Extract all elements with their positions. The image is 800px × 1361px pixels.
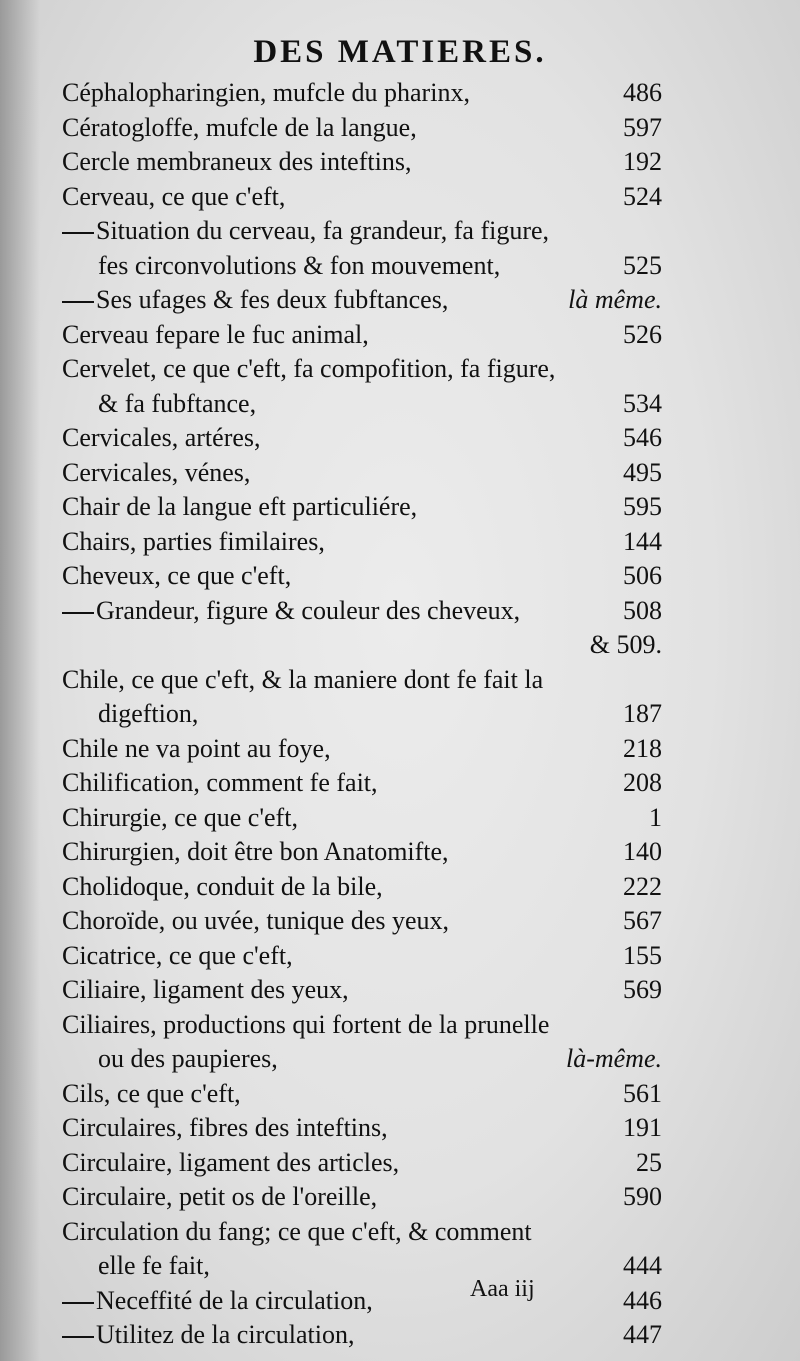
page-reference: 444 — [623, 1251, 662, 1280]
index-entry — [62, 1318, 662, 1353]
entry-label: Chile, ce que c'eft, & la maniere dont fe fait la — [62, 664, 544, 694]
page-reference: 140 — [623, 837, 662, 866]
entry-label: Cervicales, vénes, — [62, 457, 251, 487]
index-entry — [62, 490, 662, 525]
entry-label: Ciliaire, ligament des yeux, — [62, 975, 349, 1004]
entry-continuation: ou des paupieres, — [98, 1044, 278, 1073]
entry-label: Circulaire, petit os de l'oreille, — [62, 1182, 378, 1211]
index-entry — [62, 421, 662, 456]
index-entry — [62, 939, 662, 974]
signature-mark: Aaa iij — [470, 1276, 535, 1302]
entry-label: Cercle membraneux des inteftins, — [62, 147, 412, 176]
entry-label: Chirurgien, doit être bon Anatomifte, — [62, 837, 449, 866]
entry-label: Céphalopharingien, mufcle du pharinx, — [62, 78, 470, 107]
entry-text — [62, 835, 662, 870]
index-entry — [62, 1077, 662, 1112]
dash-mark — [62, 232, 94, 234]
index-entry — [62, 835, 662, 870]
entry-continuation: elle fe fait, — [98, 1251, 210, 1280]
page-reference: là-même. — [565, 1044, 662, 1073]
page-reference: 526 — [623, 319, 662, 349]
entry-text — [62, 663, 662, 698]
page-reference: 561 — [623, 1078, 662, 1108]
entry-text — [62, 1111, 662, 1146]
page-reference: 191 — [623, 1113, 662, 1142]
index-entry — [62, 318, 662, 353]
index-entry — [62, 283, 662, 318]
index-entry — [62, 1180, 662, 1215]
page-reference-extra: & 509. — [589, 630, 662, 659]
index-entry — [62, 525, 662, 560]
page-reference: 144 — [623, 526, 662, 556]
entry-text — [62, 456, 662, 491]
entry-label: Chirurgie, ce que c'eft, — [62, 802, 298, 832]
entry-text — [62, 559, 662, 594]
index-entry — [62, 973, 662, 1008]
entry-text — [62, 180, 662, 215]
index-entry — [62, 766, 662, 801]
entry-text — [62, 490, 662, 525]
index-entry — [62, 1008, 662, 1077]
entry-text — [62, 1180, 662, 1215]
page-reference: 508 — [623, 595, 662, 625]
entry-text — [62, 594, 662, 629]
entry-text — [62, 1284, 662, 1319]
page-reference: 525 — [623, 250, 662, 280]
page-reference: 597 — [623, 112, 662, 142]
page-reference: 1 — [649, 802, 662, 832]
entry-text — [62, 1215, 662, 1250]
entry-text — [62, 1008, 662, 1043]
index-entry — [62, 214, 662, 283]
entry-text — [62, 801, 662, 836]
entry-label: Chairs, parties fimilaires, — [62, 526, 325, 556]
page-reference: 595 — [623, 492, 662, 521]
entry-text — [62, 766, 662, 801]
index-entry — [62, 870, 662, 905]
entry-continuation: & fa fubftance, — [98, 388, 257, 418]
dash-mark — [62, 1302, 94, 1304]
entry-label: Cératogloffe, mufcle de la langue, — [62, 112, 417, 142]
index-entry — [62, 1146, 662, 1181]
entry-text — [62, 352, 662, 387]
index-entry — [62, 732, 662, 767]
dash-mark — [62, 612, 94, 614]
dash-mark — [62, 1336, 94, 1338]
index-entries — [62, 76, 662, 1353]
entry-label: Ciliaires, productions qui fortent de la prunelle — [62, 1009, 550, 1039]
entry-label: Situation du cerveau, fa grandeur, fa figure, — [96, 216, 550, 245]
index-entry — [62, 663, 662, 732]
entry-text — [62, 214, 662, 249]
entry-text — [62, 939, 662, 974]
entry-label: Cheveux, ce que c'eft, — [62, 561, 292, 590]
index-entry — [62, 456, 662, 491]
entry-label: Cholidoque, conduit de la bile, — [62, 871, 383, 901]
entry-text — [62, 732, 662, 767]
entry-label: Neceffité de la circulation, — [96, 1285, 373, 1315]
index-entry — [62, 1111, 662, 1146]
index-entry — [62, 594, 662, 663]
entry-continuation: digeftion, — [98, 699, 199, 728]
page-reference: 590 — [623, 1182, 662, 1211]
entry-label: Chilification, comment fe fait, — [62, 768, 378, 797]
entry-text — [62, 1318, 662, 1353]
entry-label: Circulation du fang; ce que c'eft, & comment — [62, 1216, 532, 1246]
page-reference: 208 — [623, 768, 662, 797]
page-reference: 155 — [623, 940, 662, 970]
entry-label: Cils, ce que c'eft, — [62, 1078, 241, 1108]
index-entry — [62, 904, 662, 939]
page-reference: là même. — [568, 285, 662, 314]
index-entry — [62, 76, 662, 111]
page-reference: 486 — [623, 78, 662, 107]
index-entry — [62, 1215, 662, 1284]
page-reference: 446 — [623, 1285, 662, 1315]
page-reference: 506 — [623, 561, 662, 590]
entry-label: Utilitez de la circulation, — [96, 1320, 355, 1349]
entry-label: Ses ufages & fes deux fubftances, — [96, 285, 449, 314]
entry-text — [62, 1077, 662, 1112]
entry-label: Chile ne va point au foye, — [62, 733, 331, 763]
entry-label: Grandeur, figure & couleur des cheveux, — [96, 595, 521, 625]
page-reference: 25 — [636, 1147, 662, 1177]
page-reference: 495 — [623, 457, 662, 487]
entry-continuation: fes circonvolutions & fon mouvement, — [98, 250, 501, 280]
entry-label: Cicatrice, ce que c'eft, — [62, 940, 293, 970]
gutter-shadow — [0, 0, 40, 1361]
index-entry — [62, 1284, 662, 1319]
index-entry — [62, 559, 662, 594]
page-reference: 218 — [623, 733, 662, 763]
page-reference: 567 — [623, 906, 662, 935]
entry-label: Circulaire, ligament des articles, — [62, 1147, 400, 1177]
entry-text — [62, 421, 662, 456]
index-entry — [62, 352, 662, 421]
index-entry — [62, 111, 662, 146]
entry-label: Chair de la langue eft particuliére, — [62, 492, 418, 521]
page-reference: 546 — [623, 423, 662, 452]
entry-text — [62, 1146, 662, 1181]
index-entry — [62, 801, 662, 836]
page-reference: 447 — [623, 1320, 662, 1349]
index-entry — [62, 145, 662, 180]
entry-text — [62, 145, 662, 180]
entry-text — [62, 525, 662, 560]
entry-text — [62, 76, 662, 111]
page-title: DES MATIERES. — [253, 34, 547, 70]
entry-label: Cerveau, ce que c'eft, — [62, 181, 286, 211]
entry-label: Cervelet, ce que c'eft, fa compofition, fa figure, — [62, 354, 556, 383]
entry-text — [62, 904, 662, 939]
entry-label: Cerveau fepare le fuc animal, — [62, 319, 369, 349]
page-reference: 534 — [623, 388, 662, 418]
entry-text — [62, 870, 662, 905]
page-reference: 524 — [623, 181, 662, 211]
index-entry — [62, 180, 662, 215]
entry-text — [62, 318, 662, 353]
page-reference: 569 — [623, 975, 662, 1004]
entry-text — [62, 111, 662, 146]
dash-mark — [62, 301, 94, 303]
entry-label: Cervicales, artéres, — [62, 423, 261, 452]
page-reference: 187 — [623, 699, 662, 728]
page-reference: 222 — [623, 871, 662, 901]
entry-text — [62, 973, 662, 1008]
page-reference: 192 — [623, 147, 662, 176]
entry-label: Circulaires, fibres des inteftins, — [62, 1113, 388, 1142]
entry-label: Choroïde, ou uvée, tunique des yeux, — [62, 906, 450, 935]
